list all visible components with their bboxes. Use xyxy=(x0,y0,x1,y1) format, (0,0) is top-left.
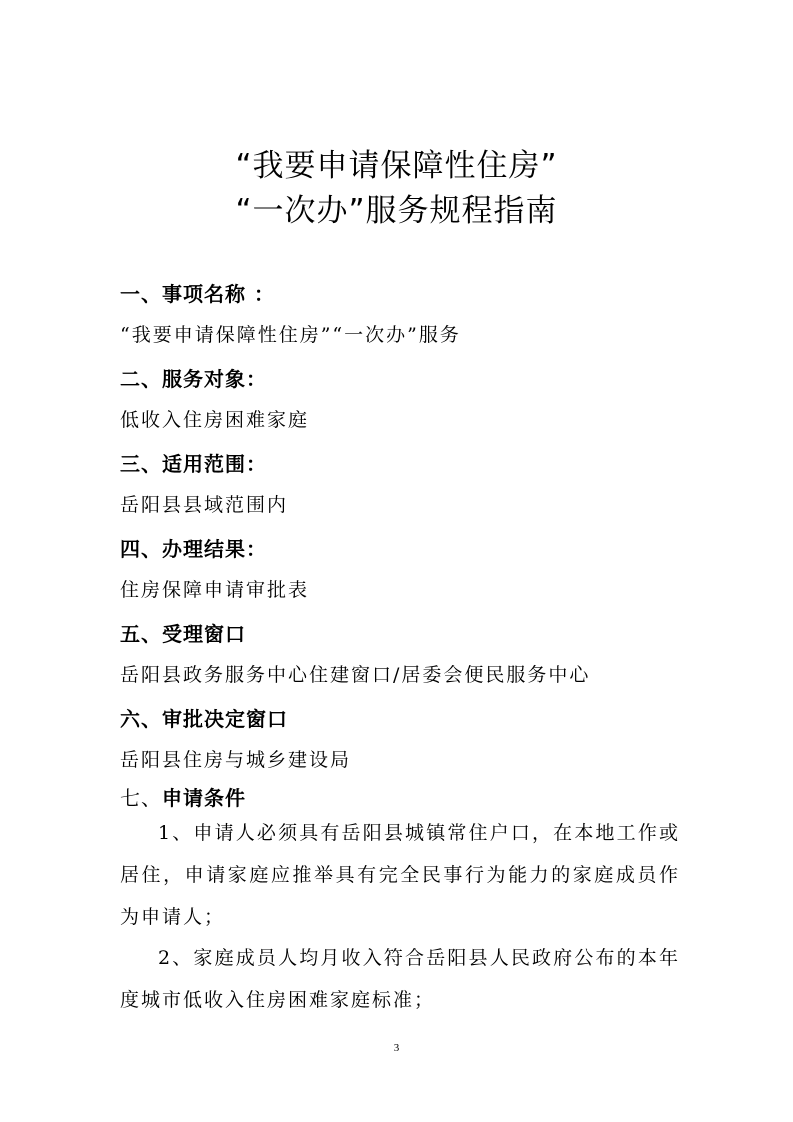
section-content-scope: 岳阳县县域范围内 xyxy=(120,494,289,516)
section-heading-result: 四、办理结果： xyxy=(120,537,267,561)
condition-paragraph-1: 1、申请人必须具有岳阳县城镇常住户口，在本地工作或居住，申请家庭应推举具有完全民事行为能力的家庭成员作为申请人； xyxy=(120,822,680,928)
section-heading-scope: 三、适用范围： xyxy=(120,452,267,476)
section-content-item-name: “我要申请保障性住房”“一次办”服务 xyxy=(120,324,461,346)
section-heading-conditions xyxy=(120,782,246,811)
section-heading-text: 申请条件 xyxy=(162,786,246,810)
document-title-line-1: “我要申请保障性住房” xyxy=(235,148,558,184)
section-heading-acceptance-window: 五、受理窗口 xyxy=(120,622,246,646)
section-heading-service-target: 二、服务对象： xyxy=(120,367,267,391)
document-title-line-2: “一次办”服务规程指南 xyxy=(235,193,558,229)
page-number: 3 xyxy=(393,1042,400,1054)
section-heading-item-name: 一、事项名称 ： xyxy=(120,282,275,306)
condition-paragraph-2: 2、家庭成员人均月收入符合岳阳县人民政府公布的本年度城市低收入住房困难家庭标准； xyxy=(120,947,680,1011)
section-content-result: 住房保障申请审批表 xyxy=(120,579,310,601)
section-heading-approval-window: 六、审批决定窗口 xyxy=(120,707,288,731)
section-content-acceptance-window: 岳阳县政务服务中心住建窗口/居委会便民服务中心 xyxy=(120,664,591,686)
section-number: 七、 xyxy=(120,786,162,810)
section-content-approval-window: 岳阳县住房与城乡建设局 xyxy=(120,749,352,771)
section-content-service-target: 低收入住房困难家庭 xyxy=(120,409,310,431)
